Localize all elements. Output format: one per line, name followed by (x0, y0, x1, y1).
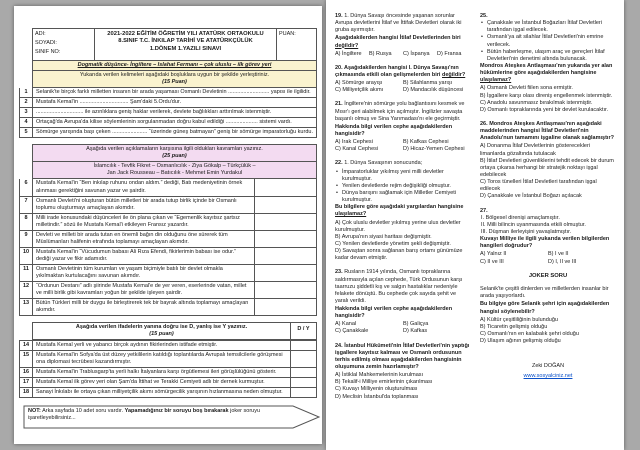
page-footer (480, 363, 616, 380)
match-row (20, 247, 316, 264)
option: C) Milliyetçilik akımı (335, 87, 384, 94)
exam-header (32, 28, 317, 61)
question-bullet: • Yenilen devletlerde rejim değişikliği olmuştur. (335, 183, 471, 190)
question-23 (335, 269, 471, 335)
option: B) Silahlanma yarışı (403, 80, 453, 87)
row-text: Osmanlı Devletinin tüm kurumları ve yaşam biçimiyle batılı bir devlet olmakla yıkılmaktan kurtulacağını savunan akımdır. (36, 265, 223, 279)
class-no-label: SINIF NO: (35, 49, 61, 56)
option: C) Toros tünelleri İtilaf Devletleri tarafından işgal edilecek (480, 179, 597, 193)
question-roman-item: I. Bölgesel direnişi amaçlamıştır. (481, 214, 560, 221)
answer-blank (290, 388, 316, 397)
question-stem (480, 236, 616, 250)
fill-row (20, 117, 316, 127)
question-roman-item: II. Milli bilincin uyanmasında etkili olmuştur. (481, 221, 586, 228)
question-number: 22. (335, 160, 345, 167)
author-name: Zeki DOĞAN (531, 363, 565, 370)
row-number: 15 (20, 351, 33, 367)
question-bullet: • Bütün haberleşme, ulaşım araç ve gereçleri İtilaf Devletleri'nin denetimi altında bulunacak. (480, 49, 616, 63)
question-roman-item: III. Düşman ilerleyişini yavaşlatmıştır. (481, 228, 572, 235)
row-text: Devleti ve milleti bir arada tutan en önemli bağın din olduğunu öne sürerek tüm Müslümanları halifenin etrafında toplamayı amaçlayan akımdır. (36, 231, 228, 245)
true-false-instruction-text: Aşağıda verilen ifadelerin yanına doğru ise D, yanlış ise Y yazınız. (75, 323, 248, 330)
option: D) Ulaşım ağının gelişmiş olduğu (480, 338, 561, 345)
options (335, 321, 471, 335)
question-21 (335, 101, 471, 153)
option: D) Meclisin İstanbul'da toplanması (335, 393, 419, 400)
row-text: Mustafa Kemal ilk görev yeri olan Şam'da İttihat ve Terakki Cemiyeti adlı bir dernek kurmuştur. (36, 379, 265, 386)
option: A) Osmanlı Devleti fiilen sona ermiştir. (480, 85, 573, 92)
row-number: 1 (20, 88, 33, 97)
options (480, 251, 616, 265)
option: A) Yalnız II (480, 251, 507, 258)
option: B) Avrupa'nın siyasi haritası değişmiştir. (335, 233, 432, 240)
exam-title-line1: 2021-2022 EĞİTİM ÖĞRETİM YILI ATATÜRK ORTAOKULU (107, 31, 264, 37)
answer-blank (254, 248, 316, 264)
option: A) Irak Cephesi (335, 139, 373, 146)
option: D) Mandacılık düşüncesi (403, 87, 464, 94)
note-bold: Yapamadığınız bir soruyu boş bırakarak (124, 408, 229, 415)
score-label: PUAN: (279, 31, 296, 37)
option: C) Yenilen devletlerde yönetim şekli değişmiştir. (335, 240, 451, 247)
question-stem-underlined: ulaşılamaz? (335, 211, 367, 218)
option: D) Savaştan sonra sağlanan barış ortamı günümüze kadar devam etmiştir. (335, 248, 463, 262)
question-stem (335, 306, 471, 320)
question-stem-text: Aşağıdakilerden hangisi İtilaf Devletlerinden biri (335, 35, 461, 42)
question-intro-text: 1. Dünya Savaşının sonucunda; (344, 160, 423, 167)
option: D) Osmanlı topraklarında yeni bir devlet kurulacaktır. (480, 106, 609, 113)
question-stem (335, 35, 471, 49)
option: B) Rusya (369, 50, 392, 57)
question-number: 23. (335, 269, 345, 276)
question-stem-text: Hakkında bilgi verilen cephe aşağıdakilerden hangisidir? (335, 306, 453, 320)
row-number: 17 (20, 378, 33, 387)
exam-title (95, 29, 276, 60)
match-row (20, 179, 316, 195)
question-stem-text: Aşağıdakilerden hangisi I. Dünya Savaşı'nın çıkmasında etkili olan gelişmelerden biri (335, 64, 459, 78)
question-stem-text: Bu bilgiye göre Selanik şehri için aşağıdakilerden hangisi söylenebilir? (480, 301, 610, 315)
question-intro-text: İngiltere'nin sömürge yolu bağlantısını kesmek ve Mısır'ı geri alabilmek için açılmıştır. İngilizler savaşta başarılı olmuş ve Sina Yarımadası'nı ele geçirmiştir. (335, 101, 465, 122)
option: A) İngiltere (335, 50, 362, 57)
answer-blank (254, 197, 316, 213)
option: A) Sömürge arayışı (335, 80, 383, 87)
note-text (23, 405, 321, 422)
question-stem-text: Bu bilgilere göre aşağıdaki yargılardan hangisine (335, 204, 464, 211)
question-stem-underlined: ulaşılamaz? (480, 77, 512, 84)
question-bullet: • İmparatorluklar yıkılmış yeni milli devletler kurulmuştur. (335, 169, 471, 183)
option: A) İstiklal Mahkemelerinin kurulması (335, 372, 424, 379)
question-stem-underlined: değildir? (442, 71, 466, 78)
question-stem (335, 343, 471, 372)
option: A) Çok uluslu devletler yıkılmış yerine ulus devletler kurulmuştur. (335, 219, 461, 233)
options (335, 80, 471, 94)
question-stem-text: Kuvayı Milliye ile ilgili yukarıda verilen bilgilerden hangileri doğrudur? (480, 236, 610, 250)
question-stem-text: Mondros Ateşkes Antlaşması'nın yukarıda yer alan hükümlerine göre aşağıdakilerden hangisine (480, 62, 613, 77)
question-number: 25. (480, 13, 488, 19)
option: D) Çanakkale ve İstanbul Boğazı açılacak (480, 193, 582, 200)
answer-blank (254, 214, 316, 230)
answer-blank (254, 299, 316, 315)
question-number: 19. (335, 13, 345, 19)
match-points: (25 puan) (162, 153, 187, 160)
question-bullet: • Dünya barışını sağlamak için Milletler Cemiyeti kurulmuştur. (335, 190, 471, 204)
question-intro-text: Rusların 1914 yılında, Osmanlı topraklarına saldırmasıyla açılan cephede, Türk Ordusunun karşı taarruzu şiddetli kış ve salgın hastalıklar nedeniyle felakete dönüştü. Bu cephede çok sayıda şehit ve yaralı verildi. (335, 269, 463, 304)
row-text: Mustafa Kemal'in “Vücudumun babası Ali Rıza Efendi, fikirlerimin babası ise odur.” dediği yazar ve fikir adamıdır. (36, 248, 237, 262)
fill-row (20, 88, 316, 97)
option: B) I ve II (548, 251, 569, 258)
true-false-row (20, 377, 316, 387)
option: D) I, II ve III (548, 258, 577, 265)
question-number: 20. (335, 64, 344, 71)
row-number: 4 (20, 118, 33, 127)
question-stem (335, 204, 471, 218)
option: A) Kanal (335, 321, 357, 328)
option: C) Osmanlı'nın en kalabalık şehri olduğu (480, 331, 579, 338)
answer-blank (254, 282, 316, 298)
true-false-header (32, 322, 317, 340)
row-text: Selanik'te birçok farklı milletten insanın bir arada yaşaması Osmanlı Devletinin ........................... yapısı ile ilgilidir. (36, 89, 311, 96)
row-number: 2 (20, 98, 33, 107)
option: C) İspanya (403, 50, 430, 57)
true-false-instruction (32, 322, 291, 340)
fill-row (20, 97, 316, 107)
question-intro-text: Selanik'te çeşitli dinlerden ve milletlerden insanlar bir arada yaşıyorlardı. (480, 286, 609, 300)
option: D) Kafkas (403, 328, 428, 335)
row-number: 8 (20, 214, 33, 230)
options (480, 317, 616, 346)
answer-blank (290, 368, 316, 377)
answer-blank (290, 351, 316, 367)
row-text: ............................... ile azınlıklara geniş haklar verilerek, devlete bağlılıkları arttırılmak istenmiştir. (36, 109, 272, 116)
student-info-box (33, 29, 95, 60)
options (335, 220, 471, 263)
match-keywords-line2: Jan Jack Rousseau – Batıcılık - Mehmet Emin Yurdakul (106, 170, 243, 177)
question-22 (335, 160, 471, 262)
question-19 (335, 13, 471, 58)
true-false-row (20, 367, 316, 377)
option: B) Kafkas Cephesi (403, 139, 449, 146)
option: C) Kuvayı Milliyenin oluşturulması (335, 386, 418, 393)
question-intro (335, 13, 471, 34)
option: D) Hicaz-Yemen Cephesi (403, 146, 465, 153)
exam-title-line2: 8.SINIF T.C. İNKILAP TARİHİ VE ATATÜRKÇÜLÜK (118, 38, 253, 45)
match-row (20, 264, 316, 281)
row-text: Sömürge yarışında başı çeken ....................... “üzerinde güneş batmayan” geniş bir sömürge imparatorluğu kurdu. (36, 129, 313, 136)
question-number: 27. (480, 207, 488, 214)
fill-row (20, 107, 316, 117)
match-keywords (32, 162, 317, 179)
row-number: 12 (20, 282, 33, 298)
question-number: 21. (335, 101, 345, 108)
answer-blank (290, 378, 316, 387)
true-false-points: (15 puan) (149, 331, 174, 337)
answer-blank (254, 231, 316, 247)
questions-column-2 (480, 13, 616, 442)
question-stem (335, 65, 471, 79)
options (335, 139, 471, 153)
question-joker (480, 273, 616, 346)
question-intro-text: 1. Dünya Savaşı öncesinde yaşanan sorunlar Avrupa devletlerini İtilaf ve İttifak Devletleri olarak iki gruba ayırmıştır. (335, 13, 462, 34)
true-false-row (20, 350, 316, 367)
dy-column-header: D / Y (291, 322, 317, 340)
row-number: 9 (20, 231, 33, 247)
match-row (20, 196, 316, 213)
row-text: “Ordunun Destanı” adlı şiirinde Mustafa Kemal'e de yer veren, eserlerinde vatan, millet ve milli birlik gibi kavramları yoğun bir şekilde işleyen şairdir. (36, 282, 247, 296)
question-bullet: • Osmanlı'ya ait silahlar İtilaf Devletleri'nin emrine verilecek. (480, 34, 616, 48)
option: C) Kanal Cephesi (335, 146, 379, 153)
exam-page-2 (326, 0, 624, 450)
note-box (23, 405, 321, 429)
fill-instruction-text: Yukarıda verilen kelimeleri aşağıdaki boşluklara uygun bir şekilde yerleştiriniz. (79, 72, 270, 79)
true-false-row (20, 387, 316, 397)
score-box (276, 29, 316, 60)
question-number: 26. (480, 120, 490, 127)
row-text: Osmanlı Devleti'ni oluşturan bütün milletleri bir arada tutup birlik içinde bir Osmanlı toplumu oluşturmayı amaçlayan akımdır. (36, 197, 237, 211)
question-27 (480, 208, 616, 266)
match-row (20, 213, 316, 230)
concept-matching-table (19, 179, 317, 316)
question-25 (480, 13, 616, 114)
row-text: Mustafa Kemal'in Sofya'da üst düzey yetkililerin katıldığı toplantılarda Avrupalı temsilcilerle görüşmesi ona diplomasi tecrübesi kazandırmıştır. (36, 352, 283, 366)
option: C) Çanakkale (335, 328, 369, 335)
true-false-row (20, 341, 316, 350)
website-link[interactable]: www.sosyalciniz.net (523, 373, 573, 380)
question-stem-text: Mondros Ateşkes Antlaşması'nın aşağıdaki maddelerinden hangisi İtilaf Devletleri'nin Anadolu'nun tamamını işgaline olanak sağlamıştır? (480, 120, 614, 142)
question-stem (480, 301, 616, 315)
question-stem (480, 121, 616, 142)
row-text: Mustafa Kemal'in Trablusgarp'ta yerli halkı İtalyanlara karşı örgütlemesi ileri görüşlülüğünü gösterir. (36, 369, 277, 376)
exam-title-line3: 1.DÖNEM 1.YAZILI SINAVI (149, 45, 222, 52)
option: B) İşgallere karşı olası direniş engellenmek istenmiştir. (480, 92, 613, 99)
option: C) II ve III (480, 258, 504, 265)
question-bullet: • Çanakkale ve İstanbul Boğazları İtilaf Devletleri tarafından işgal edilecek. (480, 20, 616, 34)
option: A) Donanma İtilaf Devletlerinin gösterecekleri limanlarda gözaltında tutulacak (480, 143, 591, 157)
match-row (20, 230, 316, 247)
question-24 (335, 343, 471, 401)
word-bank: Dogmatik düşünce- İngiltere – Islahat Fermanı – çok uluslu – ilk görev yeri (32, 61, 317, 71)
question-intro (480, 286, 616, 300)
fill-instruction (32, 71, 317, 88)
answer-blank (254, 265, 316, 281)
row-text: Sanayi İnkılabı ile ortaya çıkan milliyetçilik akımı sömürgecilik yarışının hızlanmasına neden olmuştur. (36, 389, 283, 396)
match-row (20, 298, 316, 315)
row-text: Mustafa Kemal'in “Ben inkılap ruhunu ondan aldım.” dediği, Batı medeniyetinin örnek alınması gerektiğini savunan yazar ve şairdir. (36, 180, 243, 194)
question-intro (335, 160, 471, 167)
option: A) Kültür çeşitliliğinin bulunduğu (480, 316, 558, 323)
option: B) İtilaf Devletleri güvenliklerini tehdit edecek bir durum ortaya çıkarsa herhangi bir stratejik noktayı işgal edebilecek (480, 157, 614, 178)
option: D) Fransa (437, 50, 462, 57)
row-number: 10 (20, 248, 33, 264)
question-26 (480, 121, 616, 201)
question-number: 24. (335, 342, 345, 349)
answer-blank (290, 341, 316, 350)
question-intro (335, 101, 471, 122)
option: B) Ticaretin gelişmiş olduğu (480, 323, 548, 330)
question-stem-text: Hakkında bilgi verilen cephe aşağıdakilerden hangisidir? (335, 123, 453, 137)
fill-row (20, 127, 316, 137)
question-20 (335, 65, 471, 95)
question-intro (335, 269, 471, 305)
true-false-table (19, 340, 317, 398)
surname-label: SOYADI: (35, 40, 57, 47)
match-instruction-text: Aşağıda verilen açıklamaların karşısına ilgili oldukları kavramları yazınız. (86, 146, 263, 153)
question-stem-text: İstanbul Hükümeti'nin İtilaf Devletleri'nin yaptığı işgallere kayıtsız kalması ve Osmanlı ordusunun terhis edilmiş olması aşağıdakilerden hangisinin oluşumuna zemin hazırlamıştır? (335, 342, 470, 371)
exam-page-1 (14, 6, 322, 444)
joker-title: JOKER SORU (528, 272, 568, 279)
row-number: 7 (20, 197, 33, 213)
options (335, 372, 471, 401)
row-text: Milli irade konusundaki düşünceleri ile ön plana çıkan ve “Egemenlik kayıtsız şartsız milletindir.” sözü ile Mustafa Kemal'i etkileyen Fransız yazardır. (36, 214, 240, 228)
question-stem (335, 124, 471, 138)
options (480, 143, 616, 200)
question-stem-underlined: değildir? (335, 42, 359, 49)
match-row (20, 281, 316, 298)
match-keywords-line1: İslamcılık - Tevfik Fikret – Osmanlıcılık - Ziya Gökalp – Türkçülük – (93, 163, 256, 170)
name-label: ADI: (35, 31, 46, 37)
row-number: 14 (20, 341, 33, 350)
fill-in-blanks-table (19, 88, 317, 138)
row-number: 16 (20, 368, 33, 377)
row-number: 5 (20, 128, 33, 137)
row-number: 18 (20, 388, 33, 397)
row-text: Ortaçağ'da Avrupa'da kilise söylemlerinin sorgulanmadan doğru kabul edildiği ..................... sistemi vardı. (36, 119, 292, 126)
options (335, 51, 471, 58)
match-instruction (32, 144, 317, 162)
fill-points: (15 Puan) (162, 79, 187, 86)
note-text-1: Arka sayfada 10 adet soru vardır. (40, 408, 125, 415)
row-number: 11 (20, 265, 33, 281)
note-label: NOT: (28, 408, 41, 415)
option: B) Tekalif-i Milliye emirlerinin çıkarılması (335, 379, 433, 386)
row-number: 13 (20, 299, 33, 315)
row-text: Mustafa Kemal yerli ve yabancı birçok aydının fikirlerinden istifade etmiştir. (36, 342, 218, 349)
row-number: 6 (20, 179, 33, 195)
row-number: 3 (20, 108, 33, 117)
row-text: Mustafa Kemal'in ................................ Şam'daki 5.Ordu'dur. (36, 99, 181, 106)
answer-blank (254, 179, 316, 195)
question-stem (480, 63, 616, 84)
note-text-2: joker soruyu işaretleyebilirsiniz... (28, 408, 261, 422)
option: C) Anadolu savunmasız bırakılmak istenmiştir. (480, 99, 593, 106)
options (480, 85, 616, 114)
row-text: Bütün Türkleri milli bir duygu ile birleştirerek tek bir bayrak altında toplamayı amaçlayan akımdır. (36, 299, 249, 313)
option: B) Galiçya (403, 321, 429, 328)
questions-column-1 (335, 13, 471, 442)
